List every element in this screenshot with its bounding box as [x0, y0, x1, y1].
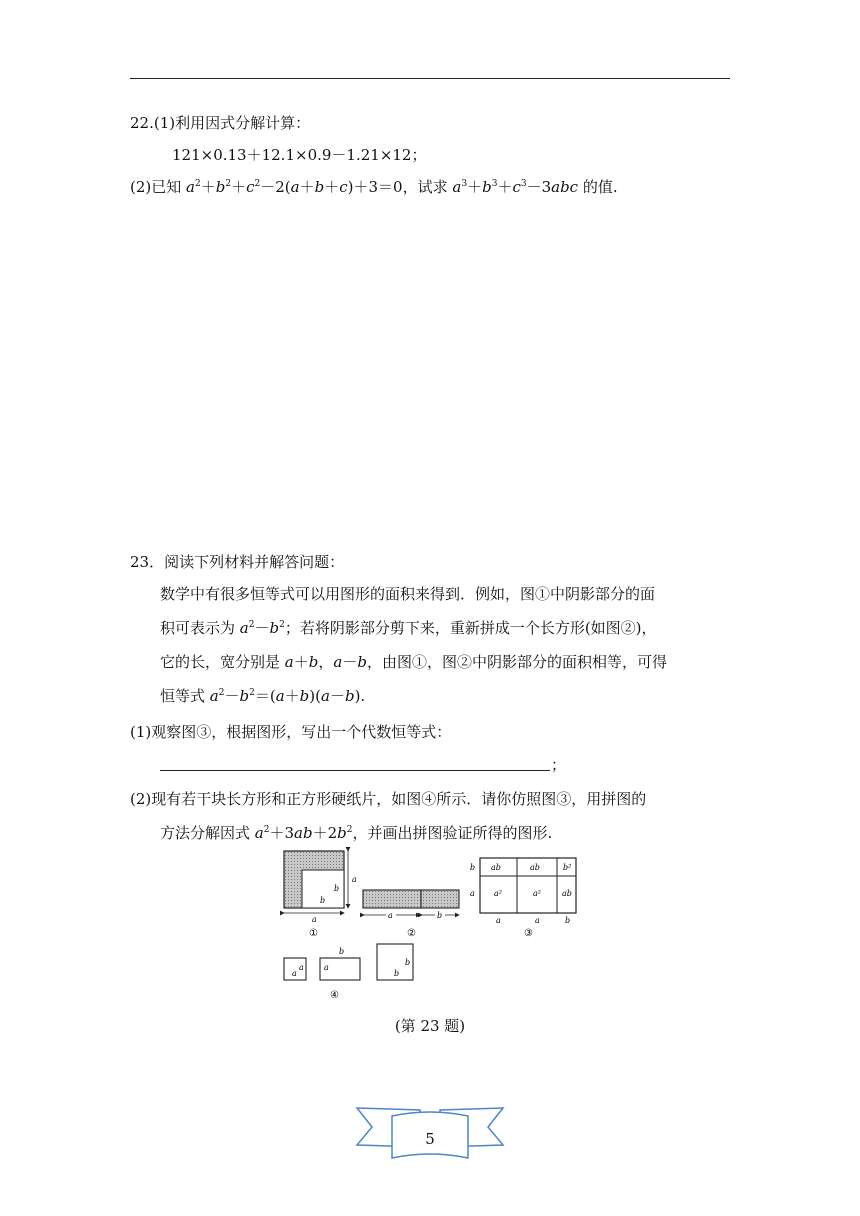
- answer-semicolon: ；: [551, 756, 567, 774]
- svg-text:③: ③: [524, 928, 533, 939]
- page-number: 5: [425, 1130, 435, 1148]
- svg-text:b: b: [320, 896, 326, 905]
- q23-line3: 它的长，宽分别是 a＋b，a－b，由图①，图②中阴影部分的面积相等，可得: [160, 653, 667, 671]
- q22-title: 22.(1)利用因式分解计算：: [130, 114, 311, 132]
- q23-title: 23．阅读下列材料并解答问题：: [130, 553, 345, 571]
- figure-2: [363, 890, 459, 939]
- svg-text:ab: ab: [491, 863, 501, 872]
- q23-line4: 恒等式 $a^2-b^2=(a+b)(a-b)$.: [160, 687, 366, 705]
- svg-text:a: a: [470, 889, 475, 898]
- q23-part2-line1: (2)现有若干块长方形和正方形硬纸片，如图④所示．请你仿照图③，用拼图的: [130, 790, 647, 808]
- q23-part1: (1)观察图③，根据图形，写出一个代数恒等式：: [130, 723, 452, 741]
- svg-text:a: a: [535, 916, 540, 925]
- svg-text:a²: a²: [494, 889, 502, 898]
- svg-text:b: b: [334, 884, 340, 893]
- svg-text:a: a: [352, 875, 357, 884]
- figure-4: [284, 944, 413, 1001]
- figure-caption: (第 23 题): [394, 1017, 466, 1035]
- svg-text:a²: a²: [533, 889, 541, 898]
- svg-text:b: b: [565, 916, 571, 925]
- svg-text:a: a: [324, 963, 329, 972]
- figure-3: [470, 858, 576, 939]
- q22-part2: (2)已知 $a^2+b^2+c^2-2(a+b+c)+3=0$，试求 $a^3+b^3+c^3-3abc$ 的值.: [130, 178, 618, 196]
- svg-text:b: b: [339, 947, 345, 956]
- q23-line1: 数学中有很多恒等式可以用图形的面积来得到．例如，图①中阴影部分的面: [160, 585, 656, 603]
- q23-part2-line2: 方法分解因式 $a^2+3ab+2b^2$，并画出拼图验证所得的图形.: [160, 824, 553, 842]
- svg-text:b²: b²: [563, 863, 572, 872]
- svg-text:a: a: [299, 963, 304, 972]
- svg-text:b: b: [470, 863, 476, 872]
- svg-text:a: a: [388, 911, 393, 920]
- svg-text:a: a: [312, 915, 317, 924]
- svg-text:a: a: [292, 969, 297, 978]
- svg-text:②: ②: [407, 928, 416, 939]
- svg-text:④: ④: [330, 990, 339, 1001]
- q23-line2: 积可表示为 $a^2-b^2$；若将阴影部分剪下来，重新拼成一个长方形(如图②)，: [160, 619, 657, 637]
- svg-text:b: b: [405, 958, 411, 967]
- svg-text:b: b: [394, 969, 400, 978]
- figure-1: [284, 851, 357, 939]
- svg-text:ab: ab: [530, 863, 540, 872]
- svg-text:ab: ab: [562, 889, 572, 898]
- svg-text:①: ①: [309, 928, 318, 939]
- svg-text:b: b: [437, 911, 443, 920]
- q22-expression: 121×0.13＋12.1×0.9－1.21×12；: [172, 146, 427, 164]
- svg-text:a: a: [496, 916, 501, 925]
